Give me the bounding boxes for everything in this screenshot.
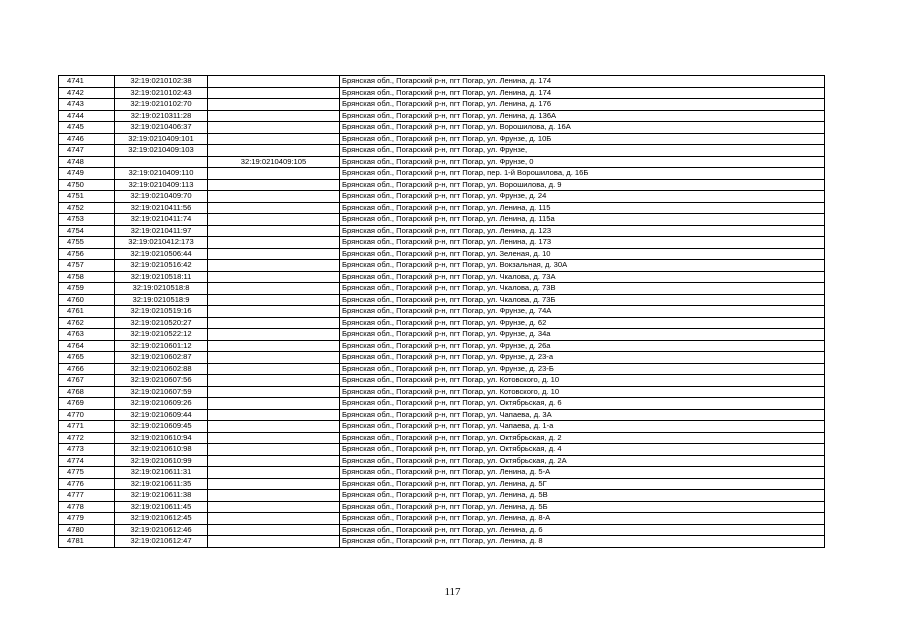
table-row: [59, 375, 825, 387]
row-number-cell: 4767: [59, 375, 115, 387]
address-cell: Брянская обл., Погарский р-н, пгт Погар, ул. Октябрьская, д. 4: [340, 444, 825, 456]
cadastral-number-cell: 32:19:0210612:46: [115, 524, 208, 536]
row-number-cell: 4746: [59, 133, 115, 145]
address-cell: Брянская обл., Погарский р-н, пгт Погар, ул. Фрунзе,: [340, 145, 825, 157]
table-row: [59, 398, 825, 410]
table-row: [59, 191, 825, 203]
cadastral-number-cell: 32:19:0210611:45: [115, 501, 208, 513]
address-cell: Брянская обл., Погарский р-н, пгт Погар, ул. Ворошилова, д. 16А: [340, 122, 825, 134]
cadastral-number-alt-cell: [208, 467, 340, 479]
table-row: [59, 467, 825, 479]
address-cell: Брянская обл., Погарский р-н, пгт Погар, пер. 1-й Ворошилова, д. 16Б: [340, 168, 825, 180]
table-row: [59, 110, 825, 122]
cadastral-number-cell: 32:19:0210516:42: [115, 260, 208, 272]
cadastral-number-alt-cell: [208, 110, 340, 122]
row-number-cell: 4741: [59, 76, 115, 88]
row-number-cell: 4764: [59, 340, 115, 352]
table-row: [59, 122, 825, 134]
cadastral-number-alt-cell: [208, 455, 340, 467]
row-number-cell: 4751: [59, 191, 115, 203]
cadastral-number-alt-cell: [208, 421, 340, 433]
cadastral-number-alt-cell: [208, 536, 340, 548]
table-row: [59, 179, 825, 191]
row-number-cell: 4743: [59, 99, 115, 111]
row-number-cell: 4762: [59, 317, 115, 329]
cadastral-number-alt-cell: [208, 409, 340, 421]
cadastral-number-cell: 32:19:0210612:47: [115, 536, 208, 548]
cadastral-number-cell: 32:19:0210409:70: [115, 191, 208, 203]
address-cell: Брянская обл., Погарский р-н, пгт Погар, ул. Октябрьская, д. 6: [340, 398, 825, 410]
cadastral-number-alt-cell: [208, 248, 340, 260]
cadastral-number-cell: 32:19:0210411:97: [115, 225, 208, 237]
cadastral-number-alt-cell: [208, 271, 340, 283]
table-row: [59, 76, 825, 88]
cadastral-number-alt-cell: [208, 214, 340, 226]
table-row: [59, 444, 825, 456]
table-row: [59, 409, 825, 421]
row-number-cell: 4765: [59, 352, 115, 364]
table-row: [59, 99, 825, 111]
table-row: [59, 214, 825, 226]
address-cell: Брянская обл., Погарский р-н, пгт Погар, ул. Чапаева, д. 1-а: [340, 421, 825, 433]
cadastral-number-alt-cell: [208, 237, 340, 249]
table-row: [59, 156, 825, 168]
cadastral-number-alt-cell: [208, 398, 340, 410]
row-number-cell: 4756: [59, 248, 115, 260]
cadastral-number-alt-cell: [208, 294, 340, 306]
cadastral-number-cell: 32:19:0210518:11: [115, 271, 208, 283]
address-cell: Брянская обл., Погарский р-н, пгт Погар, ул. Ворошилова, д. 9: [340, 179, 825, 191]
row-number-cell: 4748: [59, 156, 115, 168]
table-row: [59, 271, 825, 283]
address-cell: Брянская обл., Погарский р-н, пгт Погар, ул. Фрунзе, д. 10Б: [340, 133, 825, 145]
cadastral-number-cell: 32:19:0210601:12: [115, 340, 208, 352]
address-cell: Брянская обл., Погарский р-н, пгт Погар, ул. Ленина, д. 8: [340, 536, 825, 548]
table-row: [59, 340, 825, 352]
address-cell: Брянская обл., Погарский р-н, пгт Погар, ул. Ленина, д. 115: [340, 202, 825, 214]
address-cell: Брянская обл., Погарский р-н, пгт Погар, ул. Ленина, д. 123: [340, 225, 825, 237]
table-row: [59, 329, 825, 341]
cadastral-number-cell: 32:19:0210602:87: [115, 352, 208, 364]
row-number-cell: 4769: [59, 398, 115, 410]
cadastral-number-cell: 32:19:0210610:94: [115, 432, 208, 444]
table-row: [59, 317, 825, 329]
table-row: [59, 524, 825, 536]
cadastral-number-alt-cell: [208, 340, 340, 352]
table-row: [59, 283, 825, 295]
cadastral-number-alt-cell: [208, 329, 340, 341]
cadastral-number-alt-cell: 32:19:0210409:105: [208, 156, 340, 168]
cadastral-number-alt-cell: [208, 306, 340, 318]
address-cell: Брянская обл., Погарский р-н, пгт Погар, ул. Котовского, д. 10: [340, 375, 825, 387]
row-number-cell: 4761: [59, 306, 115, 318]
row-number-cell: 4754: [59, 225, 115, 237]
row-number-cell: 4768: [59, 386, 115, 398]
address-cell: Брянская обл., Погарский р-н, пгт Погар, ул. Ленина, д. 5Б: [340, 501, 825, 513]
cadastral-number-cell: 32:19:0210409:103: [115, 145, 208, 157]
row-number-cell: 4742: [59, 87, 115, 99]
cadastral-number-alt-cell: [208, 179, 340, 191]
cadastral-number-cell: 32:19:0210409:113: [115, 179, 208, 191]
row-number-cell: 4755: [59, 237, 115, 249]
cadastral-number-cell: 32:19:0210602:88: [115, 363, 208, 375]
cadastral-number-cell: 32:19:0210522:12: [115, 329, 208, 341]
cadastral-number-alt-cell: [208, 283, 340, 295]
address-cell: Брянская обл., Погарский р-н, пгт Погар, ул. Ленина, д. 173: [340, 237, 825, 249]
row-number-cell: 4775: [59, 467, 115, 479]
cadastral-number-alt-cell: [208, 444, 340, 456]
cadastral-number-alt-cell: [208, 260, 340, 272]
cadastral-number-cell: [115, 156, 208, 168]
address-cell: Брянская обл., Погарский р-н, пгт Погар, ул. Фрунзе, д. 24: [340, 191, 825, 203]
address-cell: Брянская обл., Погарский р-н, пгт Погар, ул. Чкалова, д. 73Б: [340, 294, 825, 306]
address-cell: Брянская обл., Погарский р-н, пгт Погар, ул. Фрунзе, д. 34а: [340, 329, 825, 341]
table-row: [59, 352, 825, 364]
cadastral-number-cell: 32:19:0210607:59: [115, 386, 208, 398]
cadastral-number-cell: 32:19:0210519:16: [115, 306, 208, 318]
row-number-cell: 4753: [59, 214, 115, 226]
cadastral-number-cell: 32:19:0210520:27: [115, 317, 208, 329]
address-cell: Брянская обл., Погарский р-н, пгт Погар, ул. Чкалова, д. 73В: [340, 283, 825, 295]
row-number-cell: 4770: [59, 409, 115, 421]
table-row: [59, 501, 825, 513]
cadastral-number-alt-cell: [208, 145, 340, 157]
address-cell: Брянская обл., Погарский р-н, пгт Погар, ул. Зеленая, д. 10: [340, 248, 825, 260]
address-cell: Брянская обл., Погарский р-н, пгт Погар, ул. Фрунзе, д. 23-а: [340, 352, 825, 364]
cadastral-number-cell: 32:19:0210406:37: [115, 122, 208, 134]
table-row: [59, 260, 825, 272]
row-number-cell: 4749: [59, 168, 115, 180]
address-cell: Брянская обл., Погарский р-н, пгт Погар, ул. Ленина, д. 5Г: [340, 478, 825, 490]
address-cell: Брянская обл., Погарский р-н, пгт Погар, ул. Ленина, д. 174: [340, 76, 825, 88]
table-row: [59, 536, 825, 548]
cadastral-number-alt-cell: [208, 122, 340, 134]
address-cell: Брянская обл., Погарский р-н, пгт Погар, ул. Ленина, д. 5В: [340, 490, 825, 502]
row-number-cell: 4774: [59, 455, 115, 467]
cadastral-number-cell: 32:19:0210609:44: [115, 409, 208, 421]
table-row: [59, 202, 825, 214]
cadastral-number-alt-cell: [208, 99, 340, 111]
cadastral-number-alt-cell: [208, 501, 340, 513]
cadastral-number-alt-cell: [208, 168, 340, 180]
cadastral-number-cell: 32:19:0210506:44: [115, 248, 208, 260]
cadastral-number-cell: 32:19:0210611:38: [115, 490, 208, 502]
row-number-cell: 4778: [59, 501, 115, 513]
address-cell: Брянская обл., Погарский р-н, пгт Погар, ул. Ленина, д. 176: [340, 99, 825, 111]
cadastral-number-alt-cell: [208, 317, 340, 329]
address-cell: Брянская обл., Погарский р-н, пгт Погар, ул. Чкалова, д. 73А: [340, 271, 825, 283]
address-cell: Брянская обл., Погарский р-н, пгт Погар, ул. Ленина, д. 8-А: [340, 513, 825, 525]
table-row: [59, 363, 825, 375]
row-number-cell: 4773: [59, 444, 115, 456]
cadastral-number-alt-cell: [208, 133, 340, 145]
table-row: [59, 513, 825, 525]
cadastral-number-alt-cell: [208, 432, 340, 444]
address-cell: Брянская обл., Погарский р-н, пгт Погар, ул. Ленина, д. 115а: [340, 214, 825, 226]
address-cell: Брянская обл., Погарский р-н, пгт Погар, ул. Фрунзе, д. 26а: [340, 340, 825, 352]
cadastral-number-cell: 32:19:0210611:31: [115, 467, 208, 479]
cadastral-number-cell: 32:19:0210610:98: [115, 444, 208, 456]
cadastral-number-cell: 32:19:0210610:99: [115, 455, 208, 467]
cadastral-number-cell: 32:19:0210411:74: [115, 214, 208, 226]
table-row: [59, 306, 825, 318]
cadastral-number-alt-cell: [208, 386, 340, 398]
row-number-cell: 4747: [59, 145, 115, 157]
address-cell: Брянская обл., Погарский р-н, пгт Погар, ул. Вокзальная, д. 30А: [340, 260, 825, 272]
address-cell: Брянская обл., Погарский р-н, пгт Погар, ул. Фрунзе, 0: [340, 156, 825, 168]
row-number-cell: 4766: [59, 363, 115, 375]
cadastral-number-alt-cell: [208, 76, 340, 88]
cadastral-number-cell: 32:19:0210409:101: [115, 133, 208, 145]
row-number-cell: 4744: [59, 110, 115, 122]
row-number-cell: 4759: [59, 283, 115, 295]
cadastral-number-alt-cell: [208, 490, 340, 502]
row-number-cell: 4758: [59, 271, 115, 283]
address-cell: Брянская обл., Погарский р-н, пгт Погар, ул. Чапаева, д. 3А: [340, 409, 825, 421]
cadastral-number-cell: 32:19:0210102:70: [115, 99, 208, 111]
row-number-cell: 4772: [59, 432, 115, 444]
table-row: [59, 87, 825, 99]
cadastral-number-alt-cell: [208, 375, 340, 387]
table-row: [59, 490, 825, 502]
cadastral-number-cell: 32:19:0210609:26: [115, 398, 208, 410]
address-cell: Брянская обл., Погарский р-н, пгт Погар, ул. Ленина, д. 6: [340, 524, 825, 536]
address-cell: Брянская обл., Погарский р-н, пгт Погар, ул. Октябрьская, д. 2А: [340, 455, 825, 467]
row-number-cell: 4771: [59, 421, 115, 433]
table-row: [59, 145, 825, 157]
cadastral-number-cell: 32:19:0210409:110: [115, 168, 208, 180]
row-number-cell: 4752: [59, 202, 115, 214]
cadastral-number-alt-cell: [208, 225, 340, 237]
cadastral-number-alt-cell: [208, 191, 340, 203]
cadastral-number-alt-cell: [208, 352, 340, 364]
row-number-cell: 4757: [59, 260, 115, 272]
cadastral-number-cell: 32:19:0210609:45: [115, 421, 208, 433]
address-cell: Брянская обл., Погарский р-н, пгт Погар, ул. Ленина, д. 174: [340, 87, 825, 99]
table-row: [59, 248, 825, 260]
table-row: [59, 133, 825, 145]
cadastral-number-cell: 32:19:0210102:38: [115, 76, 208, 88]
cadastral-number-alt-cell: [208, 478, 340, 490]
cadastral-number-cell: 32:19:0210607:56: [115, 375, 208, 387]
table-row: [59, 478, 825, 490]
row-number-cell: 4760: [59, 294, 115, 306]
row-number-cell: 4777: [59, 490, 115, 502]
cadastral-number-cell: 32:19:0210612:45: [115, 513, 208, 525]
address-cell: Брянская обл., Погарский р-н, пгт Погар, ул. Фрунзе, д. 62: [340, 317, 825, 329]
cadastral-number-cell: 32:19:0210518:9: [115, 294, 208, 306]
address-cell: Брянская обл., Погарский р-н, пгт Погар, ул. Ленина, д. 136А: [340, 110, 825, 122]
row-number-cell: 4780: [59, 524, 115, 536]
table-row: [59, 386, 825, 398]
table-row: [59, 421, 825, 433]
registry-table-body: [59, 76, 825, 548]
table-row: [59, 432, 825, 444]
row-number-cell: 4763: [59, 329, 115, 341]
registry-table: [58, 75, 825, 548]
row-number-cell: 4750: [59, 179, 115, 191]
table-row: [59, 168, 825, 180]
cadastral-number-alt-cell: [208, 524, 340, 536]
cadastral-number-cell: 32:19:0210102:43: [115, 87, 208, 99]
cadastral-number-cell: 32:19:0210518:8: [115, 283, 208, 295]
row-number-cell: 4745: [59, 122, 115, 134]
address-cell: Брянская обл., Погарский р-н, пгт Погар, ул. Фрунзе, д. 23-Б: [340, 363, 825, 375]
address-cell: Брянская обл., Погарский р-н, пгт Погар, ул. Октябрьская, д. 2: [340, 432, 825, 444]
cadastral-number-alt-cell: [208, 87, 340, 99]
cadastral-number-cell: 32:19:0210311:28: [115, 110, 208, 122]
cadastral-number-alt-cell: [208, 513, 340, 525]
table-row: [59, 455, 825, 467]
row-number-cell: 4779: [59, 513, 115, 525]
table-row: [59, 237, 825, 249]
cadastral-number-alt-cell: [208, 202, 340, 214]
cadastral-number-alt-cell: [208, 363, 340, 375]
cadastral-number-cell: 32:19:0210412:173: [115, 237, 208, 249]
table-row: [59, 294, 825, 306]
address-cell: Брянская обл., Погарский р-н, пгт Погар, ул. Фрунзе, д. 74А: [340, 306, 825, 318]
cadastral-number-cell: 32:19:0210611:35: [115, 478, 208, 490]
table-row: [59, 225, 825, 237]
address-cell: Брянская обл., Погарский р-н, пгт Погар, ул. Ленина, д. 5-А: [340, 467, 825, 479]
row-number-cell: 4776: [59, 478, 115, 490]
row-number-cell: 4781: [59, 536, 115, 548]
address-cell: Брянская обл., Погарский р-н, пгт Погар, ул. Котовского, д. 10: [340, 386, 825, 398]
cadastral-number-cell: 32:19:0210411:56: [115, 202, 208, 214]
page-number: 117: [444, 586, 461, 598]
